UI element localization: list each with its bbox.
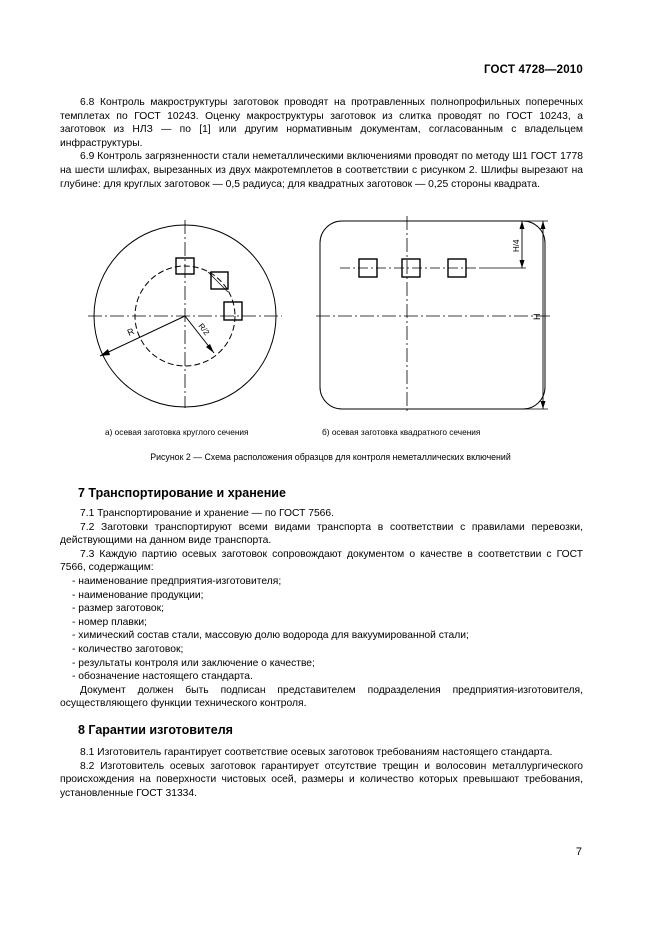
paragraph-7-2: 7.2 Заготовки транспортируют всеми видами транспорта в соответствии с правилами перевозки, действующими на данном виде транспорта. — [60, 521, 583, 547]
list-item: - количество заготовок; — [72, 643, 184, 655]
figure-2 — [80, 208, 560, 446]
caption-a: а) осевая заготовка круглого сечения — [105, 427, 249, 437]
paragraph-6-8: 6.8 Контроль макроструктуры заготовок проводят на протравленных полнопрофильных поперечных темплетах по ГОСТ 10243. Оценку макроструктуры заготовок из слитка проводят по ГОСТ 10243, а заготовок из НЛЗ — по [1] или другим нормативным документам, согласованным с владельцем инфраструктуры. — [60, 97, 583, 149]
paragraph-6-9: 6.9 Контроль загрязненности стали неметаллическими включениями проводят по методу Ш1 ГОСТ 1778 на шести шлифах, вырезанных из двух макротемплетов в соответствии с рисунком 2. Шлифы вырезают на глубине: для круглых заготовок — 0,5 радиуса; для квадратных заготовок — 0,25 стороны квадрата. — [60, 151, 583, 190]
paragraph-8-1: 8.1 Изготовитель гарантирует соответствие осевых заготовок требованиям настоящего стандарта. — [80, 747, 553, 758]
dim-H4-arrow-bottom — [520, 260, 525, 268]
document-header: ГОСТ 4728—2010 — [483, 64, 583, 76]
section-7-body — [60, 507, 583, 711]
paragraph-7-4: Документ должен быть подписан представителем подразделения предприятия-изготовителя, осуществляющего функции технического контроля. — [60, 684, 583, 710]
section-8-title: 8 Гарантии изготовителя — [78, 723, 233, 737]
text-block-6 — [60, 96, 583, 191]
dim-H-arrow-bottom — [541, 401, 546, 409]
label-R2: R/2 — [196, 321, 212, 338]
section-8-body — [60, 746, 583, 800]
paragraph-7-3: 7.3 Каждую партию осевых заготовок сопровождают документом о качестве в соответствии с ГОСТ 7566, содержащим: — [60, 548, 583, 574]
list-item: - наименование продукции; — [72, 589, 204, 601]
list-item: - химический состав стали, массовую долю водорода для вакуумированной стали; — [72, 630, 469, 642]
page-number: 7 — [575, 846, 582, 858]
list-item: - наименование предприятия-изготовителя; — [72, 575, 282, 587]
list-item: - обозначение настоящего стандарта. — [72, 671, 253, 683]
section-7-title: 7 Транспортирование и хранение — [78, 486, 286, 500]
radius-R-line — [100, 316, 185, 356]
caption-b: б) осевая заготовка квадратного сечения — [322, 427, 481, 437]
dim-H4-arrow-top — [520, 221, 525, 229]
list-item: - результаты контроля или заключение о качестве; — [72, 657, 315, 669]
sample-right — [224, 302, 242, 320]
label-H: H — [532, 313, 542, 320]
paragraph-8-2: 8.2 Изготовитель осевых заготовок гарантирует отсутствие трещин и волосовин металлургического происхождения на поверхности чистовых осей, размеры и количество которых превышают требования, установленные ГОСТ 31334. — [60, 760, 583, 799]
figure-caption: Рисунок 2 — Схема расположения образцов для контроля неметаллических включений — [150, 452, 511, 462]
dim-H-arrow-top — [541, 221, 546, 229]
label-R: R — [125, 326, 136, 338]
list-item: - номер плавки; — [72, 616, 147, 628]
radius-R2-arrow — [206, 344, 214, 353]
label-H4: H/4 — [512, 239, 521, 252]
round-section-diagram — [88, 220, 282, 408]
figure-2-drawing — [80, 208, 560, 446]
paragraph-7-1: 7.1 Транспортирование и хранение — по ГОСТ 7566. — [80, 508, 334, 519]
list-item: - размер заготовок; — [72, 603, 164, 615]
